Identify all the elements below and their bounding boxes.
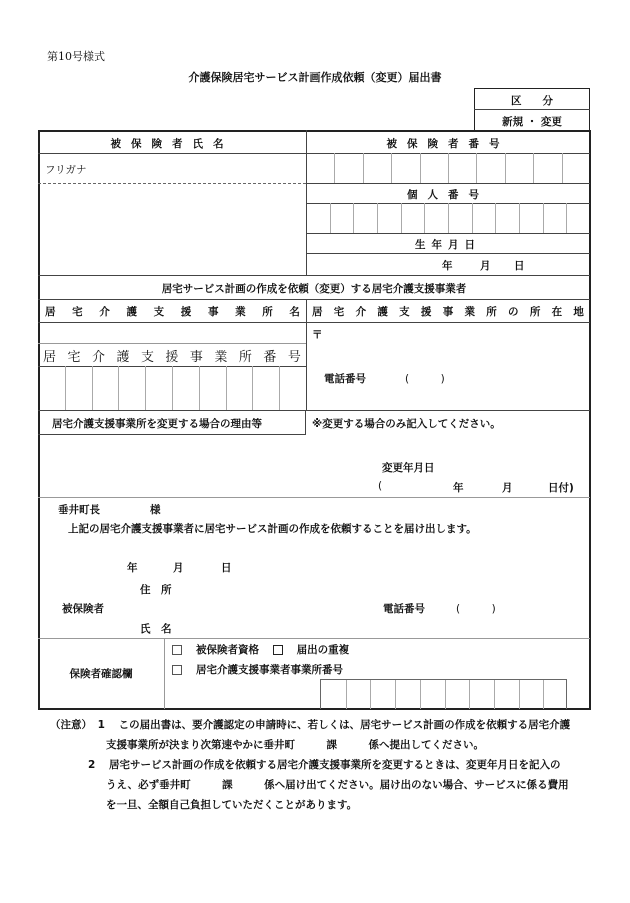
notes-prefix: （注意） [50,719,92,731]
insured-number-header: 被保険者番号 [386,138,510,150]
checkbox-insured-qualification[interactable] [172,645,182,655]
digit-cell-divider [494,680,495,709]
form-number: 第10号様式 [47,50,105,63]
furigana-label: フリガナ [45,164,87,176]
header-char: 居 [312,306,323,318]
header-char: の [508,306,519,318]
digit-cell-divider [279,366,280,410]
change-date-close: 日付) [548,482,574,494]
header-char: 業 [464,306,475,318]
name-label: 氏 名 [140,623,172,635]
confirmation-number-cells[interactable] [320,679,567,709]
insured-number-cells[interactable] [306,153,590,183]
checkbox-duplicate-filing[interactable] [273,645,283,655]
header-char: 事 [189,350,203,365]
digit-cell-divider [252,366,253,410]
change-date-month: 月 [502,482,513,494]
office-address-field[interactable] [325,324,587,364]
confirmation-label: 保険者確認欄 [69,668,133,680]
header-char: 所 [486,306,497,318]
header-char: 支 [153,306,165,318]
provider-phone-field[interactable]: ( ) [405,373,445,385]
digit-cell-divider [145,366,146,410]
digit-cell-divider [363,153,364,183]
confirmation-row-1 [172,642,349,657]
digit-cell-divider [469,680,470,709]
check-label-2: 届出の重複 [296,644,350,656]
header-char: 支 [399,306,410,318]
header-char: 名 [289,306,300,318]
declaration-date-field[interactable] [125,560,245,576]
divider [164,638,165,709]
digit-cell-divider [353,203,354,233]
digit-cell-divider [519,680,520,709]
confirmation-row-2 [172,662,343,677]
header-char: 介 [91,350,105,365]
digit-cell-divider [346,680,347,709]
divider [474,109,590,110]
declaration-address-field[interactable] [180,578,580,596]
digit-cell-divider [391,153,392,183]
office-name-field[interactable] [40,323,305,343]
digit-cell-divider [330,203,331,233]
digit-cell-divider [226,366,227,410]
note-1-line-1: この届出書は、要介護認定の申請時に、若しくは、居宅サービス計画の作成を依頼する居宅介護 [118,719,571,731]
digit-cell-divider [377,203,378,233]
insured-label: 被保険者 [62,603,104,615]
insured-name-header: 被保険者氏名 [110,138,234,150]
header-char: 所 [238,350,252,365]
note-2-line-2: うえ、必ず垂井町 課 係へ届け出てください。届け出のない場合、サービスに係る費用 [106,779,569,791]
digit-cell-divider [92,366,93,410]
digit-cell-divider [543,203,544,233]
addressee: 垂井町長 [58,504,100,516]
digit-cell-divider [543,680,544,709]
digit-cell-divider [562,153,563,183]
header-char: 居 [43,350,57,365]
furigana-field[interactable] [40,154,305,182]
insured-name-field[interactable] [40,185,305,273]
digit-cell-divider [505,153,506,183]
header-char: 地 [573,306,584,318]
digit-cell-divider [334,153,335,183]
digit-cell-divider [420,680,421,709]
declaration-phone-label: 電話番号 [383,603,425,615]
divider [306,233,590,234]
office-number-label [43,346,301,365]
note-2-line-3: を一旦、全額自己負担していただくことがあります。 [106,799,358,811]
header-char: 事 [442,306,454,318]
personal-number-cells[interactable] [306,203,590,233]
digit-cell-divider [199,366,200,410]
provider-phone-label: 電話番号 [324,373,366,385]
digit-cell-divider [476,153,477,183]
digit-cell-divider [472,203,473,233]
digit-cell-divider [395,680,396,709]
header-char: 介 [355,306,367,318]
digit-cell-divider [533,153,534,183]
header-char: 介 [99,306,110,318]
reason-field[interactable] [40,437,588,459]
digit-cell-divider [401,203,402,233]
header-char: 業 [235,306,246,318]
divider [38,343,306,344]
header-char: 援 [165,350,179,365]
declaration-year: 年 [127,562,138,574]
declaration-phone-field[interactable]: ( ) [456,603,496,615]
notes [50,715,570,815]
check-label-1: 被保険者資格 [196,644,259,656]
header-char: 業 [214,350,228,365]
birthdate-day: 日 [514,260,525,272]
header-char: 援 [420,306,432,318]
change-date-open: ( [378,480,383,492]
note-2-line-1: 居宅サービス計画の作成を依頼する居宅介護支援事業所を変更するときは、変更年月日を記入の [108,759,561,771]
digit-cell-divider [448,203,449,233]
birthdate-field[interactable] [306,254,590,274]
digit-cell-divider [495,203,496,233]
header-char: 宅 [333,306,345,318]
declaration-statement: 上記の居宅介護支援事業者に居宅サービス計画の作成を依頼することを届け出します。 [68,523,477,535]
header-char: 宅 [67,350,81,365]
divider [306,183,590,184]
header-char: 所 [262,306,273,318]
digit-cell-divider [65,366,66,410]
note-1 [50,715,570,735]
divider [38,497,590,498]
digit-cell-divider [448,153,449,183]
category-label: 区 分 [511,95,553,107]
honorific: 様 [150,504,161,516]
header-char: 番 [263,350,277,365]
divider [38,275,590,276]
birthdate-year: 年 [442,260,453,272]
change-date-field[interactable] [378,478,588,494]
note-2-num: 2 [88,759,96,771]
provider-section-header: 居宅サービス計画の作成を依頼（変更）する居宅介護支援事業者 [161,283,467,295]
digit-cell-divider [172,366,173,410]
divider [38,299,590,300]
declaration-day: 日 [221,562,232,574]
digit-cell-divider [519,203,520,233]
header-char: 護 [116,350,130,365]
digit-cell-divider [420,153,421,183]
birthdate-header: 生年月日 [415,239,481,251]
digit-cell-divider [118,366,119,410]
reason-label: 居宅介護支援事業所を変更する場合の理由等 [52,418,262,430]
category-value[interactable]: 新規 ・ 変更 [502,116,562,128]
header-char: 支 [140,350,154,365]
digit-cell-divider [445,680,446,709]
change-date-year: 年 [453,482,464,494]
office-address-header [312,304,584,319]
declaration-name-field[interactable] [180,617,580,635]
header-char: 宅 [72,306,83,318]
note-2 [50,755,570,775]
divider [38,183,306,184]
birthdate-month: 月 [480,260,491,272]
form-title: 介護保険居宅サービス計画作成依頼（変更）届出書 [188,71,442,84]
header-char: 号 [287,350,301,365]
check-label-3: 居宅介護支援事業者事業所番号 [196,664,343,676]
postal-mark: 〒 [312,329,323,341]
header-char: 居 [45,306,56,318]
divider [38,638,590,639]
header-char: 事 [207,306,219,318]
reason-note: ※変更する場合のみ記入してください。 [312,418,501,430]
personal-number-header: 個人番号 [407,189,489,201]
header-char: 援 [180,306,192,318]
digit-cell-divider [424,203,425,233]
divider [306,299,307,410]
note-1-line-2: 支援事業所が決まり次第速やかに垂井町 課 係へ提出してください。 [106,739,484,751]
note-1-num: 1 [97,719,105,731]
address-label: 住 所 [140,584,172,596]
header-char: 護 [377,306,388,318]
digit-cell-divider [370,680,371,709]
checkbox-office-number[interactable] [172,665,182,675]
office-name-header [45,304,300,319]
header-char: 護 [126,306,137,318]
declaration-month: 月 [173,562,184,574]
header-char: 所 [529,306,541,318]
office-number-cells[interactable] [38,366,306,410]
change-date-label: 変更年月日 [382,462,435,474]
header-char: 在 [551,306,563,318]
digit-cell-divider [566,203,567,233]
